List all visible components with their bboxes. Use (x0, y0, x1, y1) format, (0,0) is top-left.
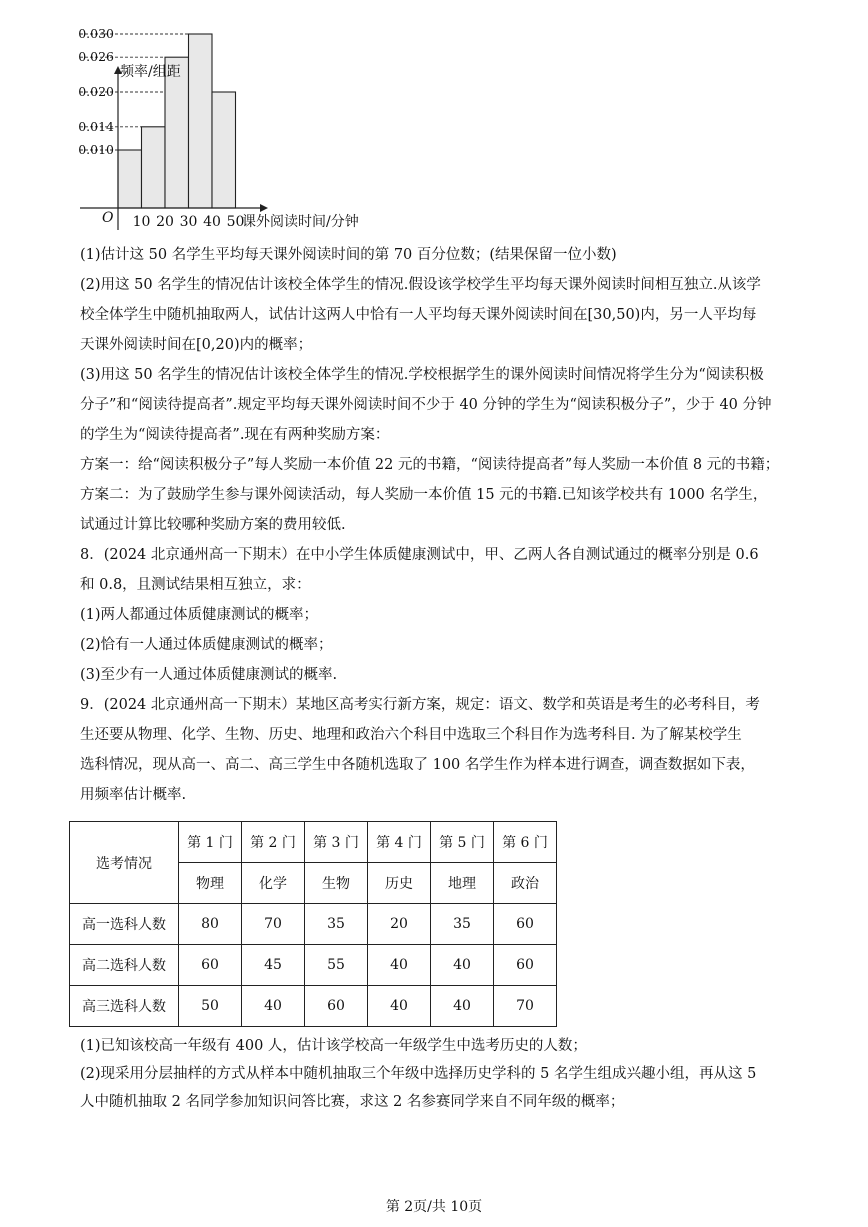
q7-part-2-text-a: 校全体学生中随机抽取两人，试估计这两人中恰有一人平均每天课外阅读时间在 (80, 307, 588, 323)
table-cell: 70 (494, 986, 557, 1027)
column-order-cell: 第 2 门 (242, 822, 305, 863)
y-tick-labels (78, 26, 114, 157)
q8-part-1: (1)两人都通过体质健康测试的概率； (80, 607, 319, 623)
column-subject-cell: 历史 (368, 863, 431, 904)
x-tick-label: 10 (132, 214, 151, 230)
question-9-parts (80, 1032, 792, 1116)
y-tick-label: 0.020 (78, 84, 114, 99)
table-cell: 70 (242, 904, 305, 945)
q7-plan-2: 方案二：为了鼓励学生参与课外阅读活动，每人奖励一本价值 15 元的书籍.已知该学校共有 1000 名学生， (80, 487, 768, 503)
x-tick-label: 50 (226, 214, 245, 230)
row-label-cell: 高三选科人数 (70, 986, 179, 1027)
table-cell: 40 (368, 986, 431, 1027)
column-subject-cell: 生物 (305, 863, 368, 904)
table-cell: 60 (494, 904, 557, 945)
row-label-cell: 高二选科人数 (70, 945, 179, 986)
column-order-cell: 第 4 门 (368, 822, 431, 863)
q8-stem-line-1: 8．(2024 北京通州高一下期末）在中小学生体质健康测试中，甲、乙两人各自测试通过的概率分别是 0.6 (80, 547, 759, 563)
x-tick-label: 40 (203, 214, 221, 230)
table-cell: 40 (431, 986, 494, 1027)
q7-part-3-line-1: (3)用这 50 名学生的情况估计该校全体学生的情况.学校根据学生的课外阅读时间情况将学生分为“阅读积极 (80, 367, 764, 383)
q9-stem-line-4: 用频率估计概率. (80, 787, 187, 803)
x-axis-arrow (260, 204, 268, 212)
table-cell: 35 (305, 904, 368, 945)
question-7-body (80, 240, 792, 810)
frequency-histogram (74, 26, 394, 232)
y-tick-label: 0.030 (78, 26, 114, 41)
table-cell: 20 (368, 904, 431, 945)
q8-part-2: (2)恰有一人通过体质健康测试的概率； (80, 637, 333, 653)
y-axis-label: 频率/组距 (120, 64, 181, 80)
histogram-bar (189, 34, 213, 208)
column-order-cell: 第 5 门 (431, 822, 494, 863)
q7-part-2-text-d: 内的概率； (239, 337, 313, 353)
table-row (70, 904, 557, 945)
table-row (70, 945, 557, 986)
table-cell: 60 (179, 945, 242, 986)
column-order-cell: 第 3 门 (305, 822, 368, 863)
table-cell: 55 (305, 945, 368, 986)
column-subject-cell: 化学 (242, 863, 305, 904)
q7-part-2-line-2 (80, 300, 792, 330)
q7-part-3-line-2: 分子”和“阅读待提高者”.规定平均每天课外阅读时间不少于 40 分钟的学生为“阅读积极分子”，少于 40 分钟 (80, 397, 772, 413)
column-order-cell: 第 6 门 (494, 822, 557, 863)
x-tick-label: 30 (179, 214, 198, 230)
q7-part-3-line-3: 的学生为“阅读待提高者”.现在有两种奖励方案： (80, 427, 390, 443)
q9-part-2-line-2: 人中随机抽取 2 名同学参加知识问答比赛，求这 2 名参赛同学来自不同年级的概率； (80, 1094, 625, 1110)
q7-plan-1: 方案一：给“阅读积极分子”每人奖励一本价值 22 元的书籍，“阅读待提高者”每人奖励一本价值 8 元的书籍； (80, 457, 780, 473)
y-tick-label: 0.010 (78, 142, 114, 157)
x-tick-label: 20 (156, 214, 174, 230)
table-cell: 40 (368, 945, 431, 986)
histogram-bars (118, 34, 236, 208)
y-tick-label: 0.014 (78, 118, 114, 134)
q9-part-1: (1)已知该校高一年级有 400 人，估计该学校高一年级学生中选考历史的人数； (80, 1038, 587, 1054)
q8-stem-line-2: 和 0.8，且测试结果相互独立，求： (80, 577, 311, 593)
column-subject-cell: 地理 (431, 863, 494, 904)
table-cell: 40 (431, 945, 494, 986)
histogram-bar (142, 127, 166, 208)
table-header-row (70, 822, 557, 863)
q7-part-2-text-c: 天课外阅读时间在 (80, 337, 196, 353)
q7-part-2-text-b: 内，另一人平均每 (640, 307, 757, 323)
row-label-cell: 高一选科人数 (70, 904, 179, 945)
origin-label: O (102, 210, 114, 226)
table-cell: 35 (431, 904, 494, 945)
x-tick-labels (133, 214, 245, 230)
q7-part-1: (1)估计这 50 名学生平均每天课外阅读时间的第 70 百分位数；(结果保留一位小数) (80, 247, 617, 263)
q7-part-2-line-3 (80, 330, 792, 360)
q7-part-2-line-1: (2)用这 50 名学生的情况估计该校全体学生的情况.假设该学校学生平均每天课外阅读时间相互独立.从该学 (80, 277, 761, 293)
y-tick-label: 0.026 (78, 49, 114, 65)
page-footer: 第 2页/共 10页 (385, 1199, 483, 1215)
table-cell: 60 (494, 945, 557, 986)
table-row (70, 986, 557, 1027)
table-cell: 60 (305, 986, 368, 1027)
interval-30-50: [30,50) (587, 307, 641, 323)
column-subject-cell: 政治 (494, 863, 557, 904)
subject-selection-table (69, 821, 557, 1027)
table-cell: 40 (242, 986, 305, 1027)
x-axis-label: 课外阅读时间/分钟 (242, 214, 359, 230)
q9-stem-line-1: 9．(2024 北京通州高一下期末）某地区高考实行新方案，规定：语文、数学和英语是考生的必考科目，考 (80, 697, 760, 713)
histogram-bar (118, 150, 142, 208)
column-order-cell: 第 1 门 (179, 822, 242, 863)
interval-0-20: [0,20) (196, 337, 240, 353)
table-cell: 50 (179, 986, 242, 1027)
table-cell: 45 (242, 945, 305, 986)
q9-part-2-line-1: (2)现采用分层抽样的方式从样本中随机抽取三个年级中选择历史学科的 5 名学生组成兴趣小组，再从这 5 (80, 1066, 757, 1082)
q9-stem-line-3: 选科情况，现从高一、高二、高三学生中各随机选取了 100 名学生作为样本进行调查，调查数据如下表， (80, 757, 755, 773)
column-subject-cell: 物理 (179, 863, 242, 904)
table-cell: 80 (179, 904, 242, 945)
q7-conclusion: 试通过计算比较哪种奖励方案的费用较低. (80, 517, 346, 533)
q8-part-3: (3)至少有一人通过体质健康测试的概率. (80, 667, 338, 683)
histogram-bar (212, 92, 236, 208)
q9-stem-line-2: 生还要从物理、化学、生物、历史、地理和政治六个科目中选取三个科目作为选考科目. 为了解某校学生 (80, 727, 742, 743)
table-corner-cell: 选考情况 (70, 822, 179, 904)
